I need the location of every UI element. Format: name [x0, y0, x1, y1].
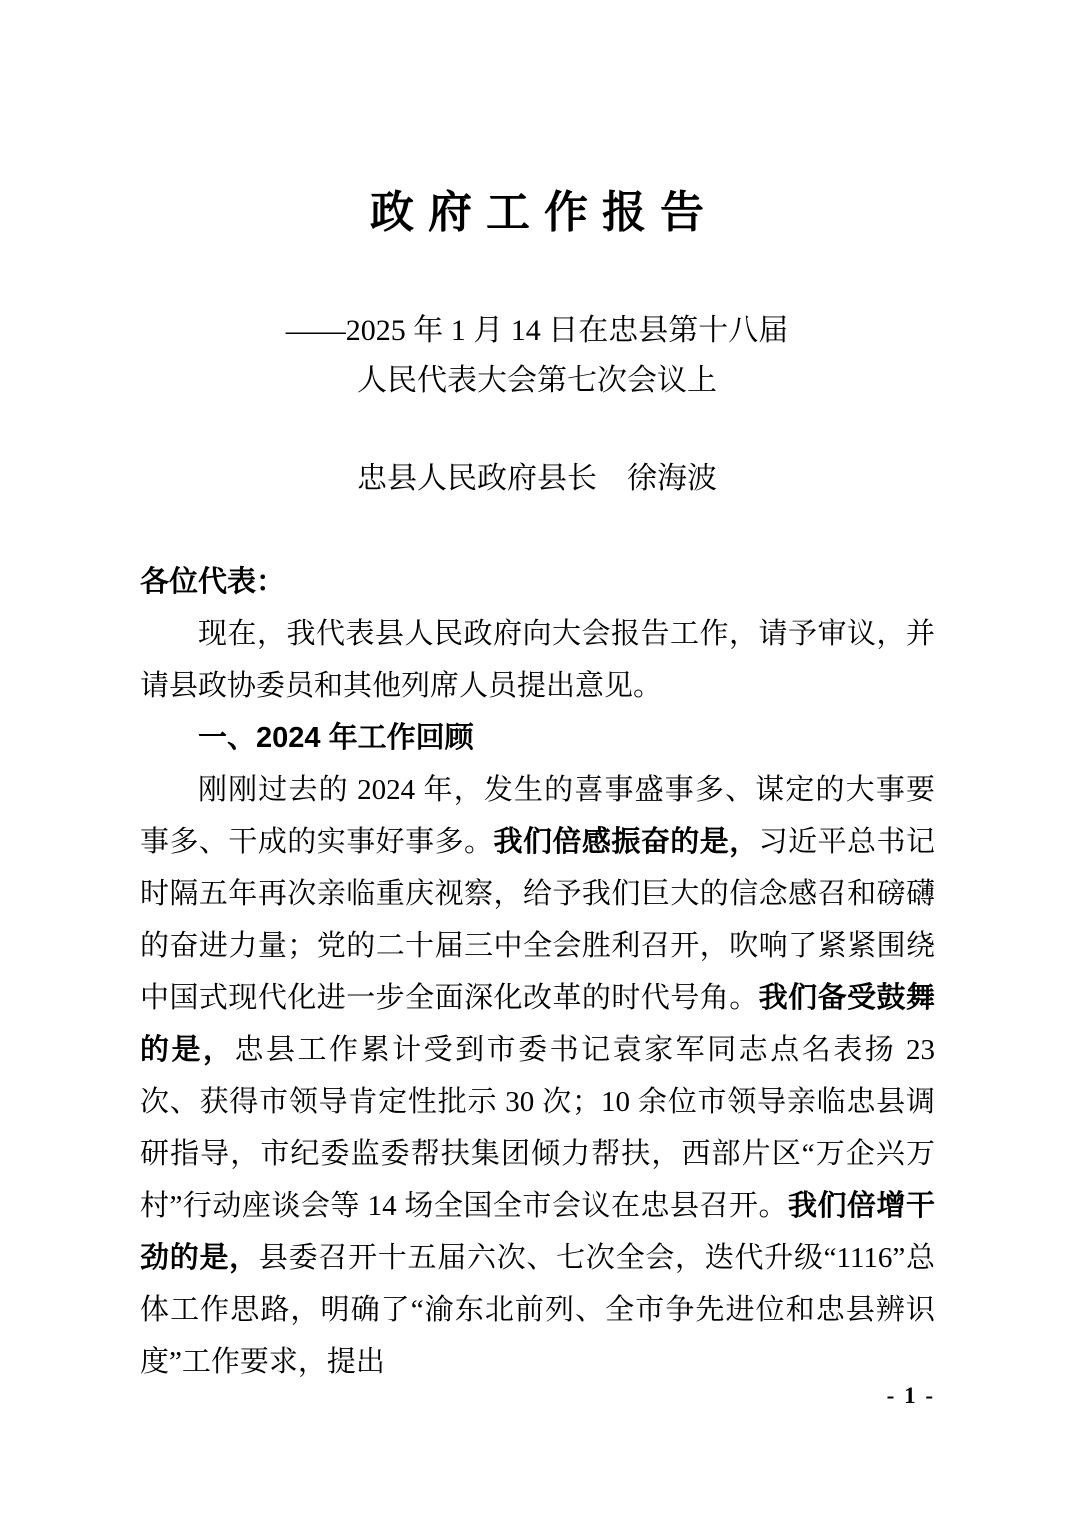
author-line: 忠县人民政府县长 徐海波: [357, 462, 717, 495]
document-body: [140, 556, 935, 1388]
intro-paragraph: 现在，我代表县人民政府向大会报告工作，请予审议，并请县政协委员和其他列席人员提出意见。: [140, 618, 935, 702]
subtitle-line-1: ——2025 年 1 月 14 日在忠县第十八届: [285, 314, 789, 347]
document-subtitle: [0, 306, 1074, 406]
text-run-emphasis: 我们倍感振奋的是，: [493, 826, 759, 858]
salutation: 各位代表：: [140, 566, 286, 598]
text-run-emphasis: 我们备受鼓舞的是，: [140, 982, 935, 1066]
text-run: 习近平总书记时隔五年再次亲临重庆视察，给予我们巨大的信念感召和磅礴的奋进力量；党的二十届三中全会胜利召开，吹响了紧紧围绕中国式现代化进一步全面深化改革的时代号角。: [140, 826, 935, 1014]
text-run: 忠县工作累计受到市委书记袁家军同志点名表扬 23 次、获得市领导肯定性批示 30 次；10 余位市领导亲临忠县调研指导，市纪委监委帮扶集团倾力帮扶，西部片区“万企兴万村”行动座谈会等 14 场全国全市会议在忠县召开。: [140, 1034, 935, 1222]
review-paragraph: [140, 764, 935, 1388]
text-run: 县委召开十五届六次、七次全会，迭代升级“1116”总体工作思路，明确了“渝东北前列、全市争先进位和忠县辨识度”工作要求，提出: [140, 1242, 935, 1378]
subtitle-line-2: 人民代表大会第七次会议上: [357, 364, 717, 397]
document-title: 政府工作报告: [370, 188, 718, 237]
text-run-emphasis: 我们倍增干劲的是，: [140, 1190, 935, 1274]
section-heading-2024-review: 一、2024 年工作回顾: [198, 722, 474, 754]
text-run: 刚刚过去的 2024 年，发生的喜事盛事多、谋定的大事要事多、干成的实事好事多。: [140, 774, 935, 858]
page-number: - 1 -: [886, 1383, 935, 1408]
